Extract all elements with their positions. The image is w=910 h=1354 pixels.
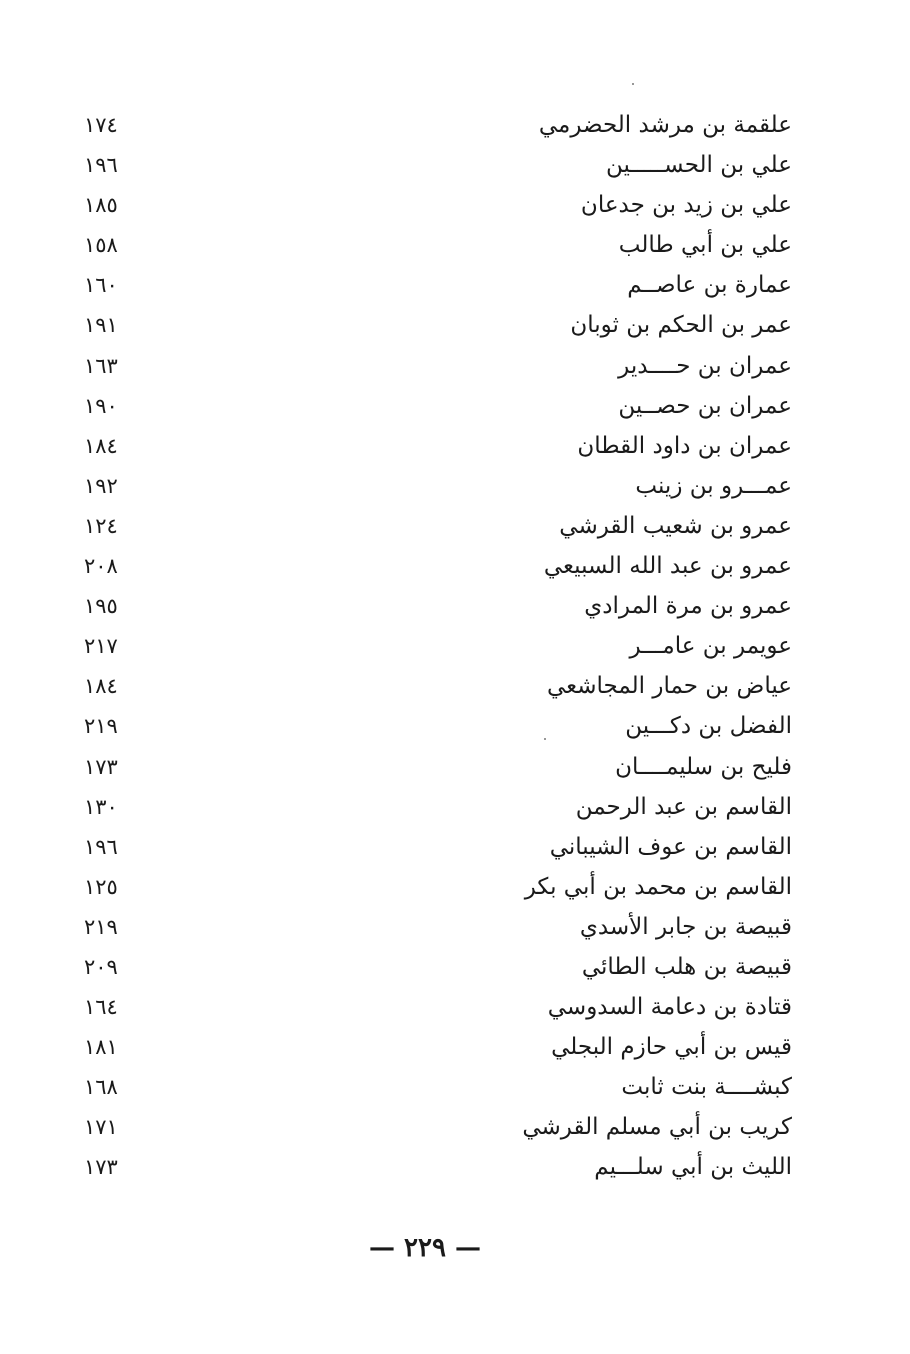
entry-page-number: ٢١٧	[84, 634, 118, 659]
entry-name: القاسم بن عوف الشيباني	[549, 833, 792, 860]
entry-page-number: ١٨٥	[84, 193, 118, 218]
entry-page-number: ١٧٣	[84, 754, 118, 779]
index-entry	[70, 506, 800, 546]
entry-page-number: ١٦٠	[84, 273, 118, 298]
entry-page-number: ١٥٨	[84, 233, 118, 258]
entry-name: عمران بن حــــدير	[618, 352, 792, 379]
entry-page-number: ١٢٤	[84, 513, 118, 538]
entry-page-number: ٢١٩	[84, 714, 118, 739]
index-entry	[70, 947, 800, 987]
entry-name: قبيصة بن جابر الأسدي	[579, 913, 792, 940]
entry-page-number: ١٦٤	[84, 995, 118, 1020]
entry-page-number: ١٧٤	[84, 113, 118, 137]
entry-name: القاسم بن محمد بن أبي بكر	[524, 873, 792, 900]
entry-page-number: ١٩٦	[84, 834, 118, 859]
entry-name: عمرو بن عبد الله السبيعي	[543, 553, 792, 580]
index-entry	[70, 827, 800, 867]
entry-name: كبشــــة بنت ثابت	[621, 1074, 792, 1101]
entry-name: عمرو بن شعيب القرشي	[559, 512, 792, 539]
entry-name: عياض بن حمار المجاشعي	[546, 673, 792, 700]
entry-page-number: ١٧٣	[84, 1155, 118, 1180]
index-entry	[70, 907, 800, 947]
entry-page-number: ١٨١	[84, 1035, 118, 1060]
index-entry	[70, 1027, 800, 1067]
entry-page-number: ١٩٥	[84, 594, 118, 619]
entry-page-number: ١٣٠	[84, 794, 118, 819]
entry-name: قتادة بن دعامة السدوسي	[547, 994, 792, 1021]
index-entry	[70, 426, 800, 466]
index-entry	[70, 145, 800, 185]
index-entry	[70, 1107, 800, 1147]
index-entry	[70, 466, 800, 506]
entry-name: علي بن زيد بن جدعان	[580, 192, 792, 219]
index-entry	[70, 546, 800, 586]
entry-name: عمران بن داود القطان	[577, 432, 792, 459]
entry-page-number: ١٩١	[84, 313, 118, 338]
entry-name: كريب بن أبي مسلم القرشي	[522, 1114, 792, 1141]
entry-name: عويمر بن عامـــر	[629, 633, 792, 660]
entry-page-number: ١٨٤	[84, 674, 118, 699]
index-entry	[70, 305, 800, 345]
entry-name: علي بن أبي طالب	[618, 232, 792, 259]
index-entry	[70, 265, 800, 305]
index-entry	[70, 787, 800, 827]
index-entry	[70, 987, 800, 1027]
index-entry	[70, 1147, 800, 1187]
entry-page-number: ١٩٢	[84, 473, 118, 498]
index-entry	[70, 346, 800, 386]
entry-name: القاسم بن عبد الرحمن	[575, 793, 792, 820]
index-entry	[70, 1067, 800, 1107]
entry-name: عمرو بن مرة المرادي	[584, 593, 792, 620]
entry-name: فليح بن سليمــــان	[615, 753, 792, 780]
index-list	[70, 105, 800, 1188]
index-entry	[70, 747, 800, 787]
entry-page-number: ١٨٤	[84, 433, 118, 458]
index-entry	[70, 666, 800, 706]
entry-name: قبيصة بن هلب الطائي	[581, 953, 792, 980]
index-entry	[70, 867, 800, 907]
scan-speck	[632, 83, 634, 85]
entry-name: عمر بن الحكم بن ثوبان	[570, 312, 792, 339]
entry-name: علي بن الحســـــين	[606, 152, 792, 179]
page-number: — ٢٢٩ —	[368, 1233, 482, 1263]
entry-page-number: ١٢٥	[84, 874, 118, 899]
index-entry	[70, 386, 800, 426]
entry-page-number: ١٩٦	[84, 153, 118, 178]
entry-name: عمران بن حصــين	[618, 392, 792, 419]
entry-name: عمـــرو بن زينب	[635, 472, 792, 499]
entry-page-number: ١٦٣	[84, 353, 118, 378]
index-entry	[70, 185, 800, 225]
entry-page-number: ٢١٩	[84, 914, 118, 939]
entry-name: عمارة بن عاصــم	[627, 272, 792, 299]
index-entry	[70, 225, 800, 265]
index-entry	[70, 706, 800, 746]
entry-page-number: ١٦٨	[84, 1075, 118, 1100]
entry-page-number: ٢٠٩	[84, 954, 118, 979]
entry-name: قيس بن أبي حازم البجلي	[551, 1034, 792, 1061]
entry-name: الليث بن أبي سلـــيم	[594, 1154, 792, 1181]
entry-name: علقمة بن مرشد الحضرمي	[538, 112, 792, 138]
index-entry	[70, 586, 800, 626]
index-entry	[70, 626, 800, 666]
index-entry	[70, 105, 800, 145]
entry-page-number: ١٩٠	[84, 393, 118, 418]
entry-name: الفضل بن دكـــين	[625, 713, 792, 740]
entry-page-number: ٢٠٨	[84, 554, 118, 579]
entry-page-number: ١٧١	[84, 1115, 118, 1140]
